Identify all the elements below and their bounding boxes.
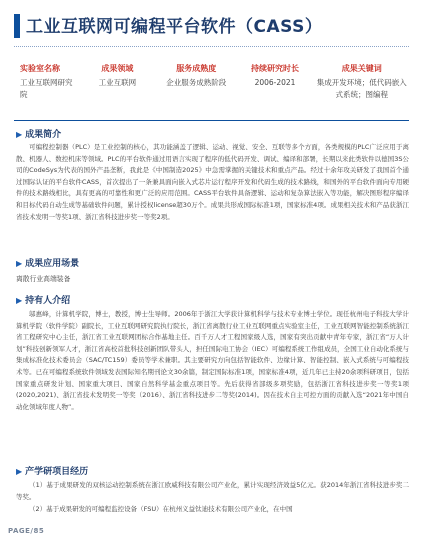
info-col-field xyxy=(78,64,157,101)
scenario-text: 离散行业高端装备 xyxy=(16,275,71,283)
info-value: 集成开发环境；低代码嵌入式系统；图编程 xyxy=(316,78,407,99)
info-value: 企业服务成熟阶段 xyxy=(166,78,227,87)
industrial-item-1: （1）基于成果研发的双核运动控制系统在浙江欧威科技有限公司产业化，累计实现经济效益5亿元。获2014年浙江省科技进步奖二等奖。 xyxy=(16,481,409,501)
section-heading-scenario xyxy=(16,256,79,269)
info-col-keywords xyxy=(314,64,409,101)
industrial-item-2: （2）基于成果研发的可编程监控设备（FSU）在杭州义益钛迪技术有限公司产业化，在中国 xyxy=(29,505,293,513)
title-accent-bar xyxy=(14,14,20,38)
section-heading-person xyxy=(16,293,70,306)
triangle-bullet-icon: ▶ xyxy=(16,259,23,268)
info-value: 2006-2021 xyxy=(254,78,296,87)
info-col-lab xyxy=(14,64,78,101)
info-head: 成果关键词 xyxy=(341,64,382,73)
triangle-bullet-icon: ▶ xyxy=(16,296,23,305)
section-heading-industrial xyxy=(16,464,88,477)
section-heading-label: 持有人介绍 xyxy=(25,296,71,306)
person-paragraph: 邬惠峰，计算机学院，博士，教授，博士生导师。2006年于浙江大学获计算机科学与技术专业博士学位。现任杭州电子科技大学计算机学院（软件学院）副院长，工业互联网研究院执行院长，浙江省离散行业工业互联网重点实验室主任，工业互联网智能控制系统浙江省工程研究中心主任，浙江省工业互联网团标合作基地主任。百千万人才工程国家级人选，国家有突出贡献中青年专家，浙江省“万人计划”科技创新领军人才，浙江省高校首批科技创新团队带头人，担任国际电工协会（IEC）可编程系统工作组成员，全国工业自动化系统与集成标准化技术委员会（SAC/TC159）委员等学术兼职。其主要研究方向包括智能软件、边缘计算、智能控制、嵌入式系统与可编程技术等。已在可编程系统软件领域发表国际知名期刊论文30余篇，制定国际标准1项，国家标准4项，近几年已主持20余项科研项目，包括国家重点研发计划、国家重大项目、国家自然科学基金重点项目等。先后获得省部级多项奖励，包括浙江省科技进步奖一等奖1项(2020,2021)、浙江省技术发明奖一等奖（2016）、浙江省科技进步二等奖(2014)。因在技术自主可控方面的贡献入选“2021年中国自动化领域年度人物”。 xyxy=(16,310,409,411)
info-table xyxy=(14,64,409,101)
section-heading-label: 成果简介 xyxy=(25,130,62,140)
page-number: PAGE/85 xyxy=(8,527,45,535)
info-divider xyxy=(14,120,409,121)
section-heading-label: 产学研项目经历 xyxy=(25,467,89,477)
info-value: 工业互联网 xyxy=(98,78,137,87)
intro-paragraph: 可编程控制器（PLC）是工业控制的核心，其功能涵盖了逻辑、运动、视觉、安全、互联等多个方面，各类规模的PLC广泛应用于离散、机器人、数控机床等领域。PLC的平台软件通过用语言实现了程序的低代码开发、调试、编译和部署，长期以来此类软件以德国3S公司的CodeSys为代表的国外产品垄断，我此是《中国制造2025》中急需掌握的关键技术和重点产品。经过十余年攻关研发了我国首个通过国际认证的平台软件CASS，首次提出了一条兼具面向嵌入式芯片运行程序开发和代码生成的技术路线，和国外的平台软件面向专用硬件的技术路线相比，具有更高的可靠性和更广泛的应用范围。CASS平台软件具备逻辑、运动和复杂算法嵌入等功能，解决图形程序编译和目标代码自动生成等基础软件问题，累计授权license超30万个。成果共形成国际标准1项，国家标准4项。成果相关技术和产品获浙江省技术发明一等奖1项、浙江省科技进步奖一等奖2项。 xyxy=(16,143,409,221)
info-head: 成果领域 xyxy=(101,64,134,73)
info-col-duration xyxy=(236,64,315,101)
triangle-bullet-icon: ▶ xyxy=(16,130,23,139)
info-head: 实验室名称 xyxy=(20,64,60,73)
section-heading-label: 成果应用场景 xyxy=(25,259,80,269)
info-head: 持续研究时长 xyxy=(251,64,300,73)
title-divider xyxy=(14,46,409,47)
triangle-bullet-icon: ▶ xyxy=(16,467,23,476)
page-title: 工业互联网可编程平台软件（CASS） xyxy=(26,17,323,37)
info-head: 服务成熟度 xyxy=(176,64,217,73)
info-value: 工业互联网研究院 xyxy=(20,78,73,99)
section-heading-intro xyxy=(16,127,61,140)
info-col-maturity xyxy=(157,64,236,101)
